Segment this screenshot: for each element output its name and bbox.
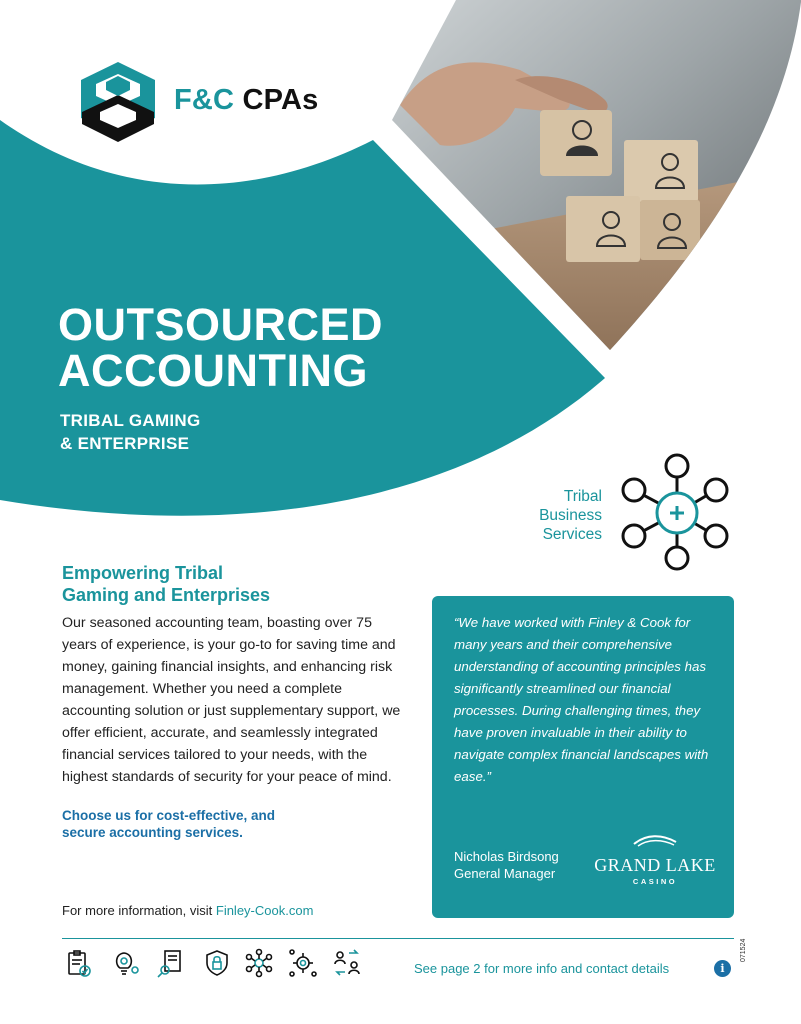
cta-line1: Choose us for cost-effective, and xyxy=(62,808,276,823)
grand-lake-logo xyxy=(590,832,720,886)
grand-lake-sub: CASINO xyxy=(632,877,678,886)
section-heading-line1: Empowering Tribal xyxy=(62,563,224,583)
hero-sub-line1: TRIBAL GAMING xyxy=(60,411,201,430)
cta-text xyxy=(62,807,322,841)
network-plus-icon xyxy=(623,455,727,569)
service-label xyxy=(500,487,602,544)
section-heading xyxy=(62,562,342,606)
author-title: General Manager xyxy=(454,866,556,881)
cta-line2: secure accounting services. xyxy=(62,825,243,840)
brand-name xyxy=(174,84,318,117)
gear-network-icon xyxy=(288,948,318,978)
clipboard-check-icon xyxy=(64,948,94,978)
more-info xyxy=(62,903,313,918)
see-page-note: See page 2 for more info and contact details xyxy=(414,961,670,976)
document-code: 071524 xyxy=(740,938,747,962)
service-label-line2: Business xyxy=(539,507,602,524)
hero-sub-line2: & ENTERPRISE xyxy=(60,434,190,453)
service-label-line1: Tribal xyxy=(563,488,602,505)
more-info-prefix: For more information, visit xyxy=(62,903,216,918)
footer-divider xyxy=(62,938,734,939)
service-label-line3: Services xyxy=(542,526,602,543)
testimonial-quote: “We have worked with Finley & Cook for many years and their comprehensive understanding of accounting principles has significantly streamlined our financial processes. During challenging times, they have proven invaluable in their ability to navigate complex financial landscapes with ease.” xyxy=(454,615,709,784)
hero-subtitle xyxy=(60,409,320,455)
info-icon: i xyxy=(714,960,731,977)
document-search-icon xyxy=(156,948,186,978)
lightbulb-gear-icon xyxy=(110,948,140,978)
author-name: Nicholas Birdsong xyxy=(454,849,559,864)
intro-body: Our seasoned accounting team, boasting over 75 years of experience, is your go-to for saving time and money, gaining financial insights, and enhancing risk management. Whether you need a complete accounting solution or just supplementary support, we offer efficient, accurate, and seamlessly integrated financial services tailored to your needs, with the highest standards of security for your peace of mind. xyxy=(62,615,401,785)
shield-lock-icon xyxy=(202,948,232,978)
website-link[interactable]: Finley-Cook.com xyxy=(215,903,314,918)
grand-lake-name: GRAND LAKE xyxy=(594,855,716,875)
grand-lake-wave-icon xyxy=(632,832,678,848)
hero-title xyxy=(58,299,478,396)
fc-logo-mark xyxy=(81,62,155,142)
hero-title-line1: OUTSOURCED xyxy=(58,299,384,350)
section-heading-line2: Gaming and Enterprises xyxy=(62,585,271,605)
people-exchange-icon xyxy=(332,948,362,978)
network-icon xyxy=(244,948,274,978)
brand-name-a: F&C xyxy=(174,84,235,116)
brand-name-b: CPAs xyxy=(234,84,319,116)
testimonial-author xyxy=(454,848,559,882)
hero-title-line2: ACCOUNTING xyxy=(58,345,368,396)
